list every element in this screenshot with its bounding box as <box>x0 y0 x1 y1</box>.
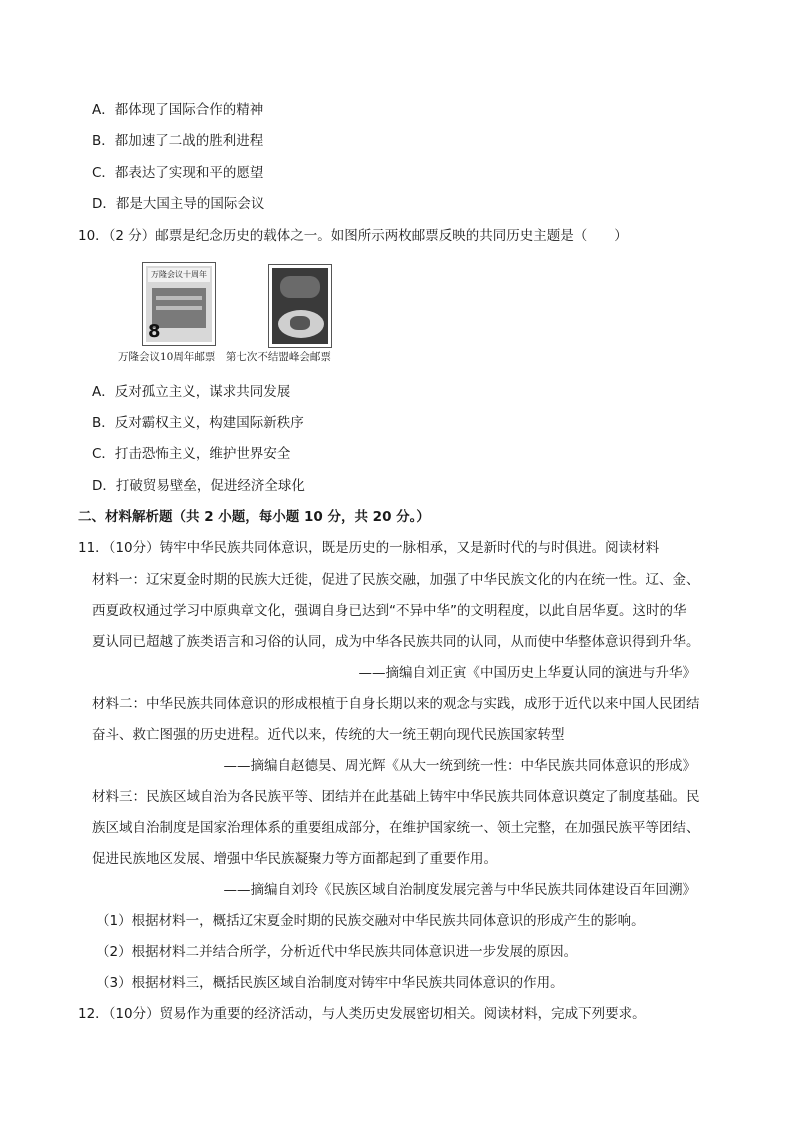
material-2-line: 奋斗、救亡图强的历史进程。近代以来，传统的大一统王朝向现代民族国家转型 <box>92 727 565 743</box>
stamp-value: 8 <box>148 321 161 342</box>
material-1-source: ——摘编自刘正寅《中国历史上华夏认同的演进与升华》 <box>358 665 696 681</box>
non-aligned-stamp-image <box>268 264 332 348</box>
material-2-line: 材料二：中华民族共同体意识的形成根植于自身长期以来的观念与实践，成形于近代以来中国人民团结 <box>92 696 700 712</box>
material-3-source: ——摘编自刘玲《民族区域自治制度发展完善与中华民族共同体建设百年回溯》 <box>223 882 696 898</box>
stamp-title: 万隆会议十周年 <box>148 268 210 282</box>
material-1-line: 西夏政权通过学习中原典章文化，强调自身已达到“不异中华”的文明程度，以此自居华夏。这时的华 <box>92 603 687 619</box>
material-2-source: ——摘编自赵德昊、周光辉《从大一统到统一性：中华民族共同体意识的形成》 <box>223 758 696 774</box>
section-2-title: 二、材料解析题（共 2 小题，每小题 10 分，共 20 分。） <box>78 509 430 525</box>
material-3-line: 促进民族地区发展、增强中华民族凝聚力等方面都起到了重要作用。 <box>92 851 497 867</box>
material-3-line: 族区域自治制度是国家治理体系的重要组成部分，在维护国家统一、领土完整，在加强民族平等团结、 <box>92 820 700 836</box>
sub-question-3: （3）根据材料三，概括民族区域自治制度对铸牢中华民族共同体意识的作用。 <box>96 975 564 991</box>
question-10-stem: 10．（2 分）邮票是纪念历史的载体之一。如图所示两枚邮票反映的共同历史主题是（ ） <box>78 228 628 244</box>
sub-question-2: （2）根据材料二并结合所学，分析近代中华民族共同体意识进一步发展的原因。 <box>96 944 578 960</box>
option-b: B．都加速了二战的胜利进程 <box>92 133 264 149</box>
q10-option-b: B．反对霸权主义，构建国际新秩序 <box>92 415 304 431</box>
question-11-stem: 11．（10分）铸牢中华民族共同体意识，既是历史的一脉相承，又是新时代的与时俱进。阅读材料 <box>78 540 660 556</box>
bandung-stamp-image <box>142 262 216 346</box>
material-1-line: 材料一：辽宋夏金时期的民族大迁徙，促进了民族交融，加强了中华民族文化的内在统一性。辽、金、 <box>92 572 700 588</box>
q10-option-d: D．打破贸易壁垒，促进经济全球化 <box>92 478 305 494</box>
q10-option-a: A．反对孤立主义，谋求共同发展 <box>92 384 291 400</box>
sub-question-1: （1）根据材料一，概括辽宋夏金时期的民族交融对中华民族共同体意识的形成产生的影响。 <box>96 913 645 929</box>
q10-option-c: C．打击恐怖主义，维护世界安全 <box>92 446 291 462</box>
option-a: A．都体现了国际合作的精神 <box>92 102 264 118</box>
option-c: C．都表达了实现和平的愿望 <box>92 165 264 181</box>
material-1-line: 夏认同已超越了族类语言和习俗的认同，成为中华各民族共同的认同，从而使中华整体意识得到升华。 <box>92 634 700 650</box>
material-3-line: 材料三：民族区域自治为各民族平等、团结并在此基础上铸牢中华民族共同体意识奠定了制度基础。民 <box>92 789 700 805</box>
option-d: D．都是大国主导的国际会议 <box>92 196 265 212</box>
question-12-stem: 12．（10分）贸易作为重要的经济活动，与人类历史发展密切相关。阅读材料，完成下列要求。 <box>78 1006 646 1022</box>
stamps-caption: 万隆会议10周年邮票 第七次不结盟峰会邮票 <box>118 351 331 363</box>
